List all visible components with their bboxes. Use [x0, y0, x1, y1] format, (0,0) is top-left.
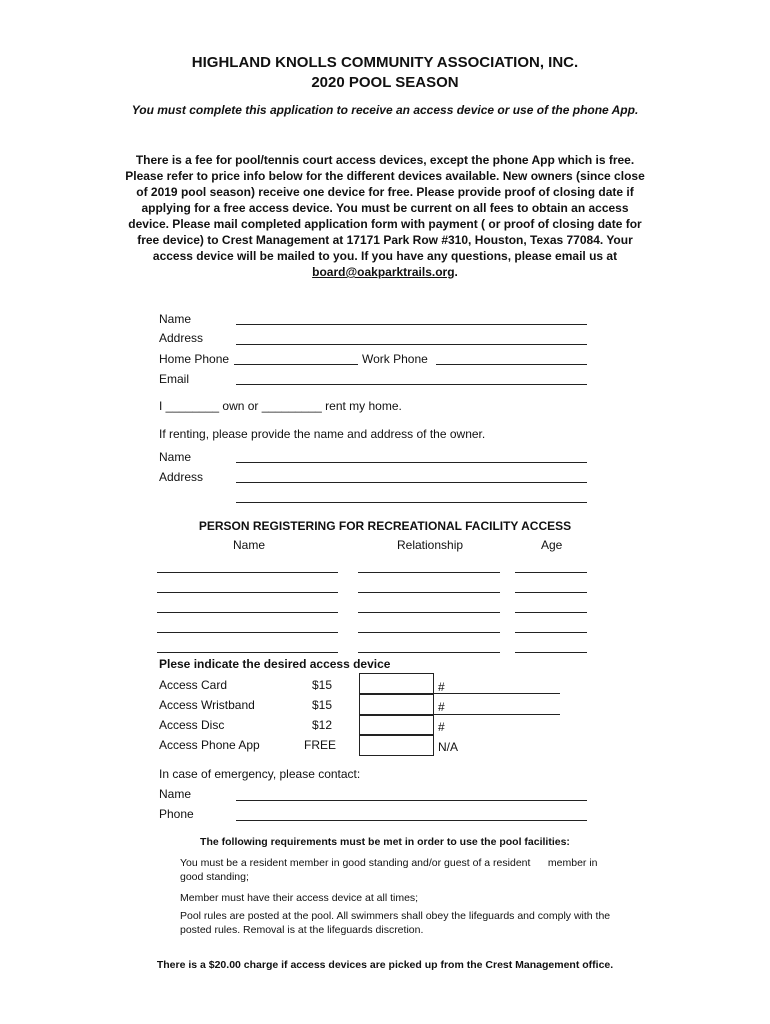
device-label-wristband: Access Wristband — [159, 698, 255, 712]
registrant-name-field[interactable] — [157, 612, 338, 613]
requirement-1-line2: good standing; — [180, 871, 249, 883]
device-number-card: # — [438, 680, 445, 694]
owner-address-label: Address — [159, 470, 204, 484]
device-number-field-card[interactable] — [434, 693, 560, 694]
device-number-disc: # — [438, 720, 445, 734]
registrants-heading: PERSON REGISTERING FOR RECREATIONAL FACILITY ACCESS — [198, 519, 572, 533]
registrant-relationship-field[interactable] — [358, 592, 500, 593]
emergency-phone-field[interactable] — [236, 820, 587, 821]
season-title: 2020 POOL SEASON — [311, 74, 459, 91]
device-label-phone-app: Access Phone App — [159, 738, 260, 752]
ownership-statement[interactable]: I ________ own or _________ rent my home. — [159, 399, 402, 413]
device-price-phone-app: FREE — [304, 738, 337, 752]
requirements-heading: The following requirements must be met in order to use the pool facilities: — [200, 836, 570, 848]
owner-address-field-2[interactable] — [236, 502, 587, 503]
requirement-3-line2: posted rules. Removal is at the lifeguards discretion. — [180, 924, 424, 936]
device-number-field-wristband[interactable] — [434, 714, 560, 715]
home-phone-label: Home Phone — [159, 352, 230, 366]
work-phone-label: Work Phone — [362, 352, 428, 366]
applicant-address-label: Address — [159, 331, 204, 345]
device-checkbox-wristband[interactable] — [359, 694, 434, 715]
email-field[interactable] — [236, 384, 587, 385]
applicant-name-label: Name — [159, 312, 192, 326]
registrant-age-field[interactable] — [515, 592, 587, 593]
requirement-1-line1: You must be a resident member in good standing and/or guest of a resident member in — [180, 857, 598, 869]
owner-address-field[interactable] — [236, 482, 587, 483]
device-number-wristband: # — [438, 700, 445, 714]
applicant-address-field[interactable] — [236, 344, 587, 345]
registrant-relationship-field[interactable] — [358, 632, 500, 633]
col-name-header: Name — [233, 538, 266, 552]
page-title: HIGHLAND KNOLLS COMMUNITY ASSOCIATION, INC. — [191, 54, 579, 71]
registrant-age-field[interactable] — [515, 652, 587, 653]
registrant-name-field[interactable] — [157, 652, 338, 653]
subtitle: You must complete this application to receive an access device or use of the phone App. — [131, 103, 639, 117]
registrant-name-field[interactable] — [157, 632, 338, 633]
footer-note: There is a $20.00 charge if access devices are picked up from the Crest Management office. — [156, 959, 614, 971]
applicant-name-field[interactable] — [236, 324, 587, 325]
registrant-name-field[interactable] — [157, 592, 338, 593]
requirement-2: Member must have their access device at all times; — [180, 892, 419, 904]
device-label-card: Access Card — [159, 678, 228, 692]
work-phone-field[interactable] — [436, 364, 587, 365]
intro-paragraph — [120, 152, 650, 280]
home-phone-field[interactable] — [234, 364, 358, 365]
devices-heading: Plese indicate the desired access device — [159, 657, 391, 671]
renting-note: If renting, please provide the name and address of the owner. — [159, 427, 486, 441]
intro-period: . — [454, 265, 458, 279]
registrant-name-field[interactable] — [157, 572, 338, 573]
requirement-3-line1: Pool rules are posted at the pool. All swimmers shall obey the lifeguards and comply with the — [180, 910, 611, 922]
device-price-disc: $12 — [312, 718, 333, 732]
device-price-card: $15 — [312, 678, 333, 692]
owner-name-label: Name — [159, 450, 192, 464]
registrant-relationship-field[interactable] — [358, 572, 500, 573]
owner-name-field[interactable] — [236, 462, 587, 463]
emergency-heading: In case of emergency, please contact: — [159, 767, 361, 781]
emergency-name-label: Name — [159, 787, 192, 801]
registrant-age-field[interactable] — [515, 612, 587, 613]
registrant-age-field[interactable] — [515, 632, 587, 633]
registrant-age-field[interactable] — [515, 572, 587, 573]
col-relationship-header: Relationship — [397, 538, 464, 552]
email-link[interactable]: board@oakparktrails.org — [312, 265, 455, 279]
device-price-wristband: $15 — [312, 698, 333, 712]
device-checkbox-card[interactable] — [359, 673, 434, 694]
emergency-phone-label: Phone — [159, 807, 194, 821]
registrant-relationship-field[interactable] — [358, 652, 500, 653]
col-age-header: Age — [541, 538, 563, 552]
emergency-name-field[interactable] — [236, 800, 587, 801]
device-label-disc: Access Disc — [159, 718, 225, 732]
registrant-relationship-field[interactable] — [358, 612, 500, 613]
device-checkbox-phone-app[interactable] — [359, 735, 434, 756]
email-label: Email — [159, 372, 190, 386]
intro-text: There is a fee for pool/tennis court access devices, except the phone App which is free. Please refer to price info below for the different devices available. New owners (since close of 2019 pool season) receive one device for free. Please provide proof of closing date if applying for a free access device. You must be current on all fees to obtain an access device. Please mail completed application form with payment ( or proof of closing date for free device) to Crest Management at 17171 Park Row #310, Houston, Texas 77084. Your access device will be mailed to you. If you have any questions, please email us at — [125, 153, 645, 263]
device-number-phone-app: N/A — [438, 740, 459, 754]
device-checkbox-disc[interactable] — [359, 715, 434, 735]
